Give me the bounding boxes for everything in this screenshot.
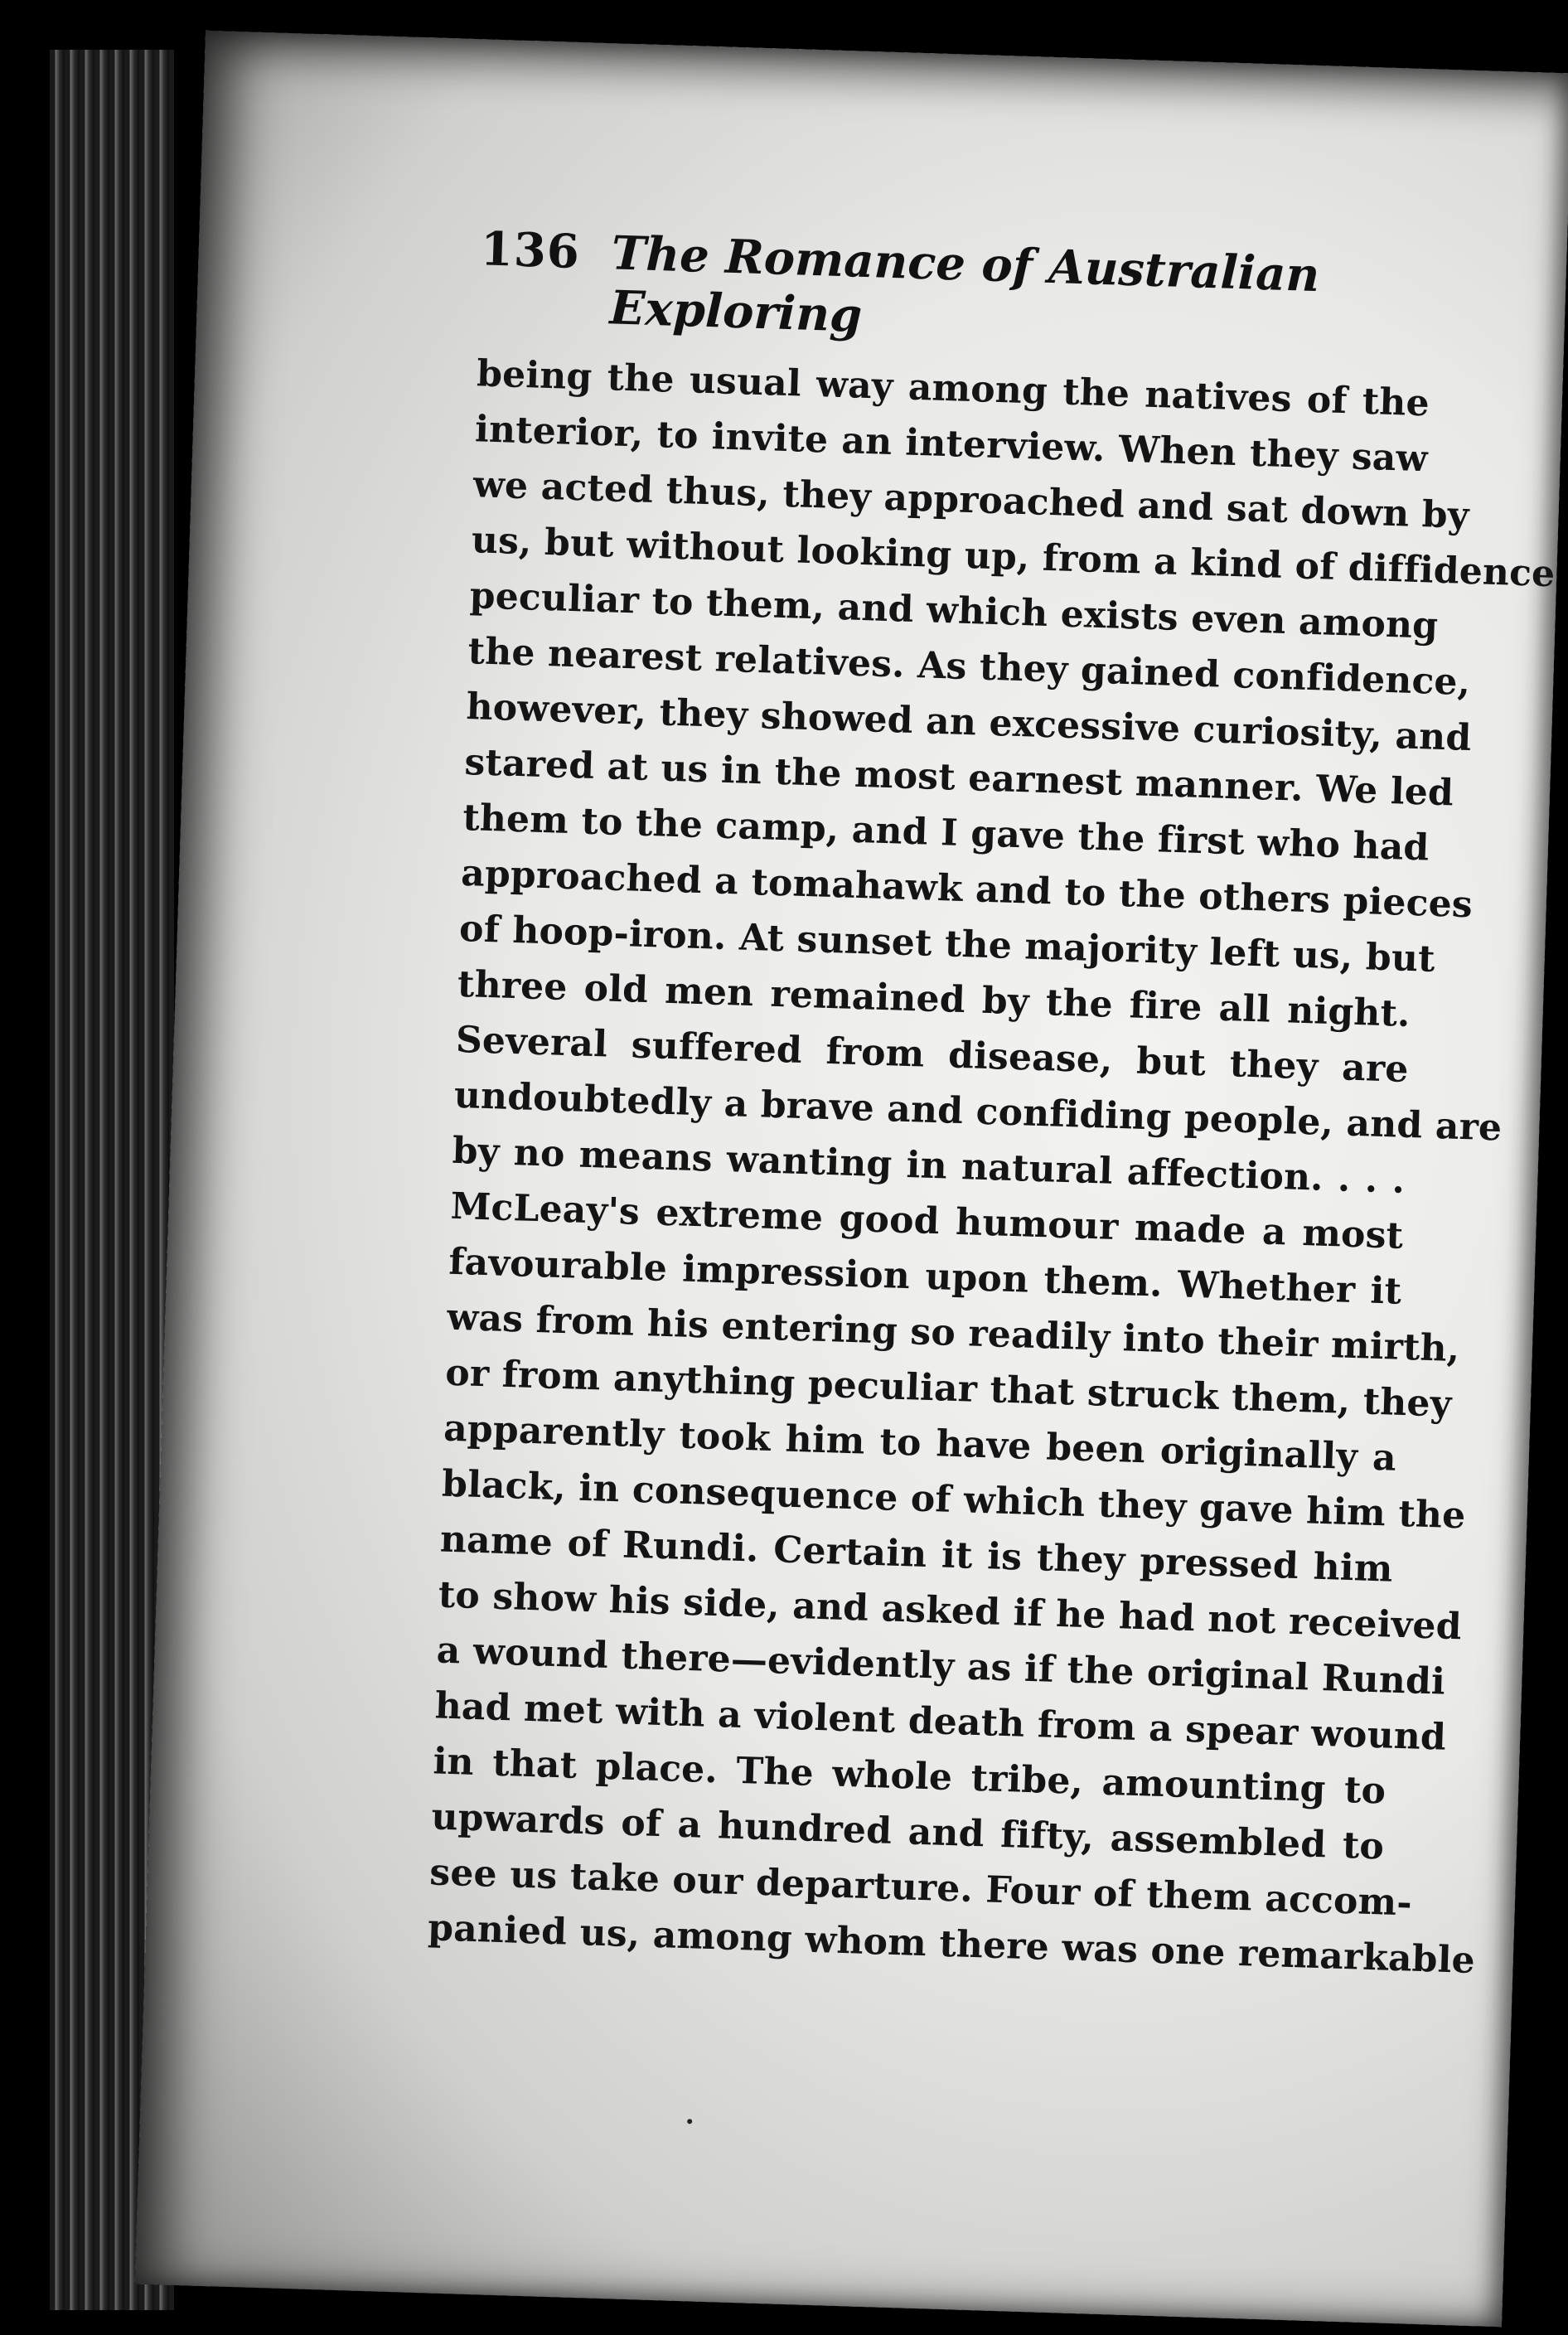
text-line: see us take our departure. Four of them accom-	[428, 1851, 1413, 1925]
text-line: peculiar to them, and which exists even among	[469, 574, 1439, 647]
text-line: stared at us in the most earnest manner. We led	[463, 741, 1454, 815]
text-line: panied us, among whom there was one remarkable	[427, 1906, 1476, 1983]
text-line: name of Rundi. Certain it is they pressed him	[439, 1518, 1394, 1591]
text-line: McLeay's extreme good humour made a most	[449, 1184, 1404, 1257]
page-content	[427, 221, 1556, 1985]
text-line: to show his side, and asked if he had not received	[438, 1573, 1463, 1649]
text-line: in that place. The whole tribe, amounting to	[432, 1740, 1387, 1813]
text-line: upwards of a hundred and fifty, assembled to	[430, 1795, 1385, 1868]
text-line: favourable impression upon them. Whether it	[448, 1240, 1402, 1313]
text-line: three old men remained by the fire all night.	[457, 962, 1411, 1035]
running-head-title: The Romance of Australian Exploring	[608, 225, 1321, 343]
text-line: had met with a violent death from a spear wound	[433, 1684, 1447, 1759]
page-number: 136	[479, 221, 581, 280]
text-line: being the usual way among the natives of the	[476, 352, 1430, 425]
book-page	[135, 31, 1568, 2327]
text-line: them to the camp, and I gave the first who had	[462, 796, 1430, 870]
text-line: Several suffered from disease, but they are	[455, 1018, 1410, 1091]
text-line: apparently took him to have been originally a	[443, 1407, 1397, 1480]
text-line: by no means wanting in natural affection. . . .	[452, 1129, 1406, 1202]
text-line: a wound there—evidently as if the original Rundi	[436, 1629, 1446, 1703]
text-line: we acted thus, they approached and sat down by	[472, 463, 1470, 537]
text-line: approached a tomahawk and to the others pieces	[460, 851, 1474, 927]
text-line: was from his entering so readily into their mirth,	[446, 1296, 1461, 1371]
text-line: undoubtedly a brave and confiding people, and are	[453, 1073, 1503, 1150]
text-line: of hoop-iron. At sunset the majority left us, but	[458, 907, 1436, 981]
body-text	[427, 346, 1556, 1985]
ink-speck	[687, 2119, 692, 2124]
text-line: us, but without looking up, from a kind of diffidence	[471, 519, 1556, 596]
text-line: the nearest relatives. As they gained confidence,	[467, 630, 1471, 705]
text-line: interior, to invite an interview. When they saw	[474, 408, 1429, 481]
text-line: however, they showed an excessive curiosity, and	[465, 685, 1473, 760]
text-line: or from anything peculiar that struck them, they	[444, 1351, 1453, 1426]
running-head	[478, 221, 1435, 361]
text-line: black, in consequence of which they gave him the	[441, 1462, 1467, 1538]
